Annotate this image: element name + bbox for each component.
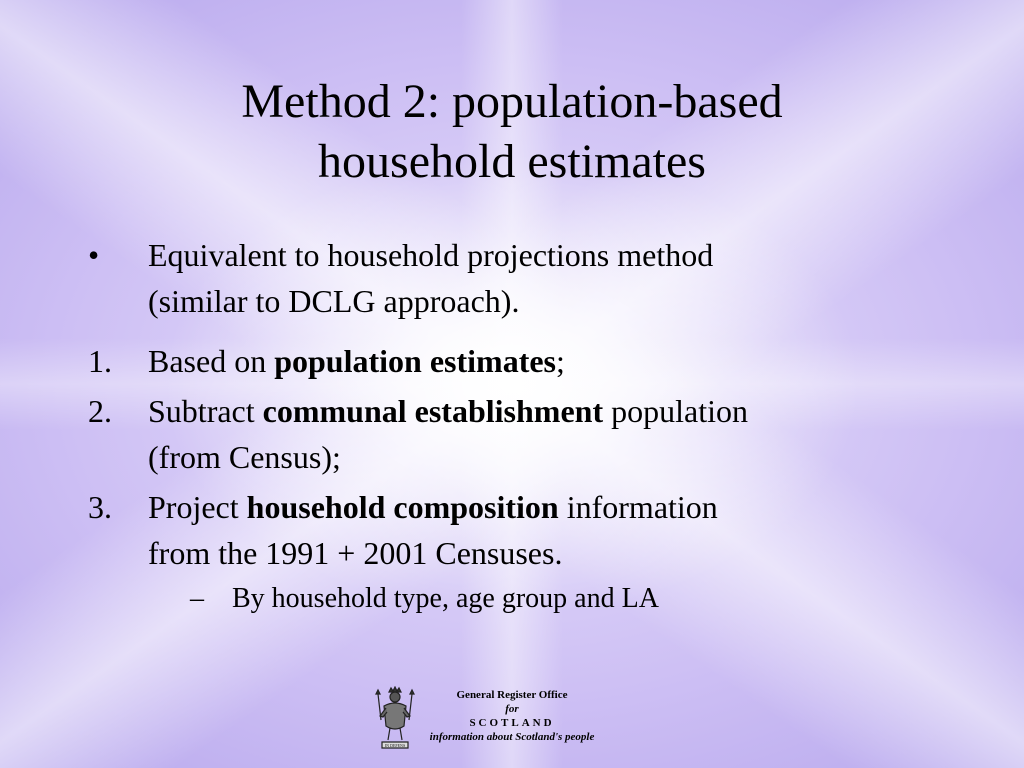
step-2-bold-text: communal establishment bbox=[262, 393, 604, 429]
footer-for: for bbox=[505, 703, 519, 715]
footer-text bbox=[422, 688, 602, 744]
bullet-item bbox=[88, 232, 948, 324]
step-1-text-before: Based on bbox=[148, 343, 275, 379]
number-marker-3: 3. bbox=[88, 489, 112, 525]
step-2-text-before: Subtract bbox=[148, 393, 263, 429]
bullet-line-1: Equivalent to household projections method bbox=[148, 237, 714, 273]
number-marker-2: 2. bbox=[88, 393, 112, 429]
dash-marker: – bbox=[190, 583, 204, 614]
sub-bullet-text: By household type, age group and LA bbox=[232, 583, 659, 614]
royal-crest-icon bbox=[372, 686, 418, 752]
step-3-text-before: Project bbox=[148, 489, 247, 525]
slide-title-line-1: Method 2: population-based bbox=[241, 75, 783, 128]
sub-bullet-item bbox=[190, 580, 948, 618]
slide-title bbox=[0, 72, 1024, 192]
step-1-bold-text: population estimates bbox=[274, 343, 556, 379]
footer-tagline: information about Scotland's people bbox=[429, 731, 595, 743]
numbered-item-1 bbox=[88, 338, 948, 384]
bullet-line-2: (similar to DCLG approach). bbox=[148, 283, 520, 319]
slide-content bbox=[88, 232, 948, 618]
step-2-text-after: population bbox=[603, 393, 748, 429]
step-3-bold-text: household composition bbox=[246, 489, 559, 525]
footer-org-name: General Register Office bbox=[456, 689, 568, 701]
number-marker-1: 1. bbox=[88, 343, 112, 379]
numbered-item-3 bbox=[88, 484, 948, 576]
footer-country: SCOTLAND bbox=[469, 717, 555, 729]
slide-title-line-2: household estimates bbox=[318, 135, 706, 188]
footer-logo bbox=[372, 686, 632, 756]
step-2-line-2: (from Census); bbox=[148, 439, 341, 475]
numbered-item-2 bbox=[88, 388, 948, 480]
step-3-text-after: information bbox=[558, 489, 718, 525]
step-3-line-2: from the 1991 + 2001 Censuses. bbox=[148, 535, 563, 571]
crest-motto: IN DEFENS bbox=[384, 743, 406, 748]
step-1-text-after: ; bbox=[556, 343, 565, 379]
bullet-marker: • bbox=[88, 237, 100, 273]
